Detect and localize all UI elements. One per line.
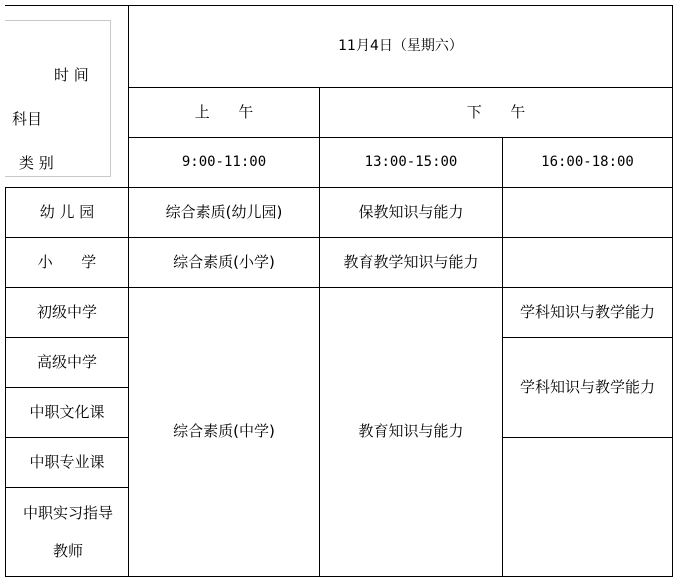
morning-header: 上 午 bbox=[194, 102, 254, 121]
corner-label-time: 时 间 bbox=[54, 66, 89, 84]
rule-culture-bottom-right bbox=[502, 437, 673, 438]
afternoon-header: 下 午 bbox=[466, 102, 526, 121]
slot-afternoon-2: 16:00-18:00 bbox=[541, 154, 634, 171]
kindergarten-afternoon-subject: 保教知识与能力 bbox=[358, 202, 464, 221]
primary-afternoon-subject: 教育教学知识与能力 bbox=[343, 252, 479, 271]
senior-culture-late-afternoon-subject: 学科知识与教学能力 bbox=[519, 377, 655, 396]
junior-late-afternoon-subject: 学科知识与教学能力 bbox=[519, 302, 655, 321]
secondary-afternoon-subject: 教育知识与能力 bbox=[358, 422, 464, 441]
primary-morning-subject: 综合素质(小学) bbox=[173, 252, 275, 271]
rule-right bbox=[672, 5, 673, 577]
row-label-junior: 初级中学 bbox=[36, 302, 97, 321]
corner-label-category: 类 别 bbox=[19, 154, 54, 172]
row-label-senior: 高级中学 bbox=[36, 352, 97, 371]
row-label-primary: 小 学 bbox=[37, 252, 97, 271]
row-label-vocational-intern: 中职实习指导教师 bbox=[22, 504, 113, 560]
exam-date: 11月4日（星期六） bbox=[338, 38, 463, 55]
slot-afternoon-1: 13:00-15:00 bbox=[364, 154, 458, 171]
kindergarten-morning-subject: 综合素质(幼儿园) bbox=[165, 202, 283, 221]
row-label-vocational-culture: 中职文化课 bbox=[29, 402, 105, 421]
row-label-kindergarten: 幼 儿 园 bbox=[39, 202, 95, 221]
slot-morning: 9:00-11:00 bbox=[181, 154, 267, 171]
secondary-morning-subject: 综合素质(中学) bbox=[173, 422, 275, 441]
corner-label-subject: 科目 bbox=[12, 110, 43, 128]
row-label-vocational-major: 中职专业课 bbox=[29, 452, 105, 471]
rule-bottom bbox=[5, 576, 673, 577]
